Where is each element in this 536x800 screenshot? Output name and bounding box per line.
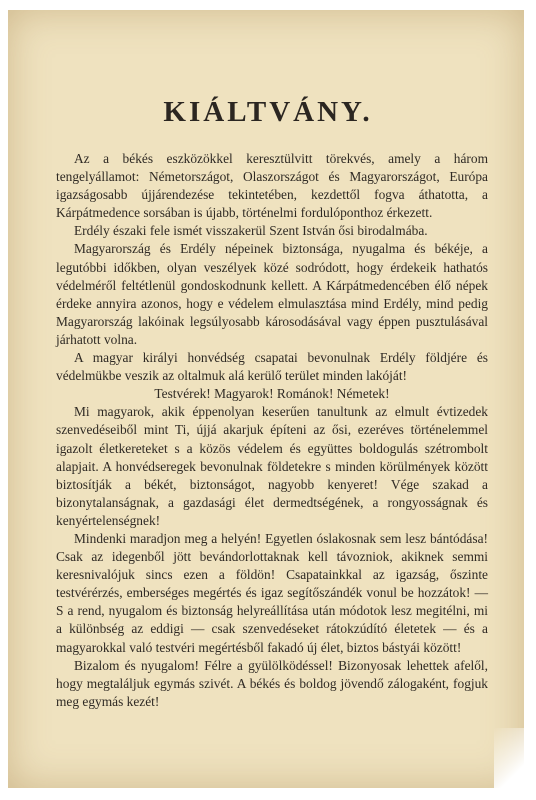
paragraph-army: A magyar királyi honvédség csapatai bevonulnak Erdély földjére és védelmükbe veszik az oltalmuk alá kerülő terület minden lakóját! bbox=[56, 350, 488, 384]
paragraph-transylvania: Erdély északi fele ismét visszakerül Szent István ősi birodalmába. bbox=[74, 223, 428, 239]
paragraph-hungarians: Mi magyarok, akik éppenolyan keserűen tanultunk az elmult évtizedek szenvedéseiből mint Ti, újjá akarjuk építeni az ősi, ezeréves történelemmel igazolt életkereteket s a közös védelem és együttes boldogulás szétrombolt alapjait. A honvédseregek bevonulnak földetekre s minden körülmények között biztosítják a békét, biztonságot, nagyobb kenyeret! Vége szakad a bizonytalanságnak, a gazdasági élet dermedtségének, a rongyosságnak és kenyértelenségnek! bbox=[56, 404, 488, 528]
proclamation-body bbox=[56, 150, 488, 711]
paragraph-intro: Az a békés eszközökkel keresztülvitt törekvés, amely a három tengelyállamot: Németországot, Olaszországot és Magyarországot, Európa igazságosabb újjárendezése tekintetében, kezdettől fogva áthatotta, a Kárpátmedence sorsában is újabb, történelmi fordulóponthoz érkezett. bbox=[56, 151, 488, 221]
paragraph-trust: Bizalom és nyugalom! Félre a gyülölködéssel! Bizonyosak lehettek afelől, hogy megtaláljuk egymás szivét. A békés és boldog jövendő zálogaként, fogjuk meg egymás kezét! bbox=[56, 657, 488, 709]
paragraph-stay: Mindenki maradjon meg a helyén! Egyetlen óslakosnak sem lesz bántódása! Csak az idegenből jött bevándorlottaknak kell távozniok, akiknek semmi keresnivalójuk sincs ezen a földön! Csapatainkkal az igazság, őszinte testvérérzés, emberséges megértés és igaz segítőszándék vonul be hozzátok! — S a rend, nyugalom és biztonság helyreállítása után módotok lesz megitélni, mi a különbség az eddigi — csak szenvedéseket rátokzúdító életetek — és a magyarokkal való testvéri megértésből fakadó új élet, biztos bástyái között! bbox=[56, 530, 488, 655]
paragraph-security: Magyarország és Erdély népeinek biztonsága, nyugalma és békéje, a legutóbbi időkben, olyan veszélyek közé sodródott, hogy érdekeik hathatós védelméről feltétlenül gondoskodnunk kellett. A Kárpátmedencében élő népek érdeke annyira azonos, hogy e védelem elmulasztása mind Erdély, mind pedig Magyarország lakóinak legsúlyosabb károsodásával vagy éppen pusztulásával járhatott volna. bbox=[56, 241, 488, 347]
paragraph-address: Testvérek! Magyarok! Románok! Németek! bbox=[154, 386, 390, 402]
document-title: KIÁLTVÁNY. bbox=[163, 96, 373, 128]
